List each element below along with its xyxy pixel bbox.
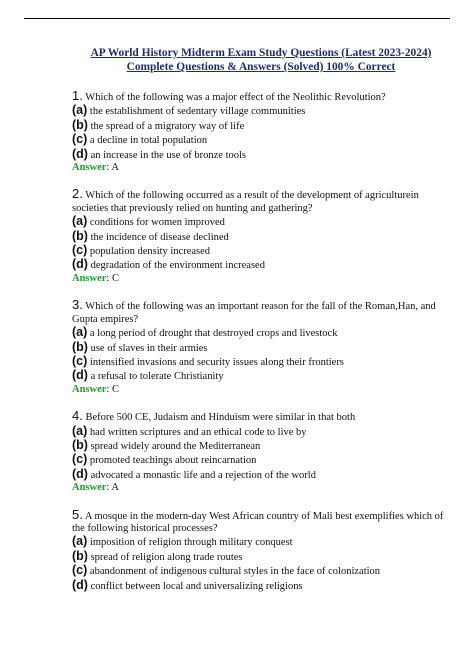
question-5-option-a: (a) imposition of religion through military conquest	[72, 534, 293, 549]
question-3-option-c: (c) intensified invasions and security issues along their frontiers	[72, 353, 344, 368]
question-1-answer: Answer: A	[72, 162, 119, 174]
question-4-option-c: (c) promoted teachings about reincarnation	[72, 452, 257, 467]
document-page	[72, 46, 450, 607]
question-4-option-b: (b) spread widely around the Mediterranean	[72, 437, 261, 452]
question-1-option-b: (b) the spread of a migratory way of life	[72, 117, 245, 132]
question-4-option-a: (a) had written scriptures and an ethical code to live by	[72, 423, 307, 438]
question-4-answer: Answer: A	[72, 482, 119, 494]
question-4	[72, 410, 450, 494]
question-3-option-a: (a) a long period of drought that destroyed crops and livestock	[72, 325, 338, 340]
question-3	[72, 299, 450, 396]
question-3-option-b: (b) use of slaves in their armies	[72, 339, 208, 354]
question-1-number: 1.	[72, 88, 83, 103]
question-2-text: Which of the following occurred as a result of the development of agriculturein societies that previously relied on hunting and gathering?	[72, 190, 419, 214]
title-line-2: Complete Questions & Answers (Solved) 100% Correct	[126, 61, 396, 73]
question-3-option-d: (d) a refusal to tolerate Christianity	[72, 368, 224, 383]
question-5	[72, 506, 450, 593]
question-5-number: 5.	[72, 506, 83, 522]
question-5-option-d: (d) conflict between local and universalizing religions	[72, 577, 303, 592]
question-5-stem	[72, 506, 450, 536]
question-3-text: Which of the following was an important reason for the fall of the Roman,Han, and Gupta empires?	[72, 301, 436, 325]
question-1-option-d: (d) an increase in the use of bronze tools	[72, 146, 246, 161]
question-4-text: Before 500 CE, Judaism and Hinduism were similar in that both	[85, 412, 356, 424]
question-5-option-c: (c) abandonment of indigenous cultural styles in the face of colonization	[72, 563, 381, 578]
question-1-stem	[72, 90, 450, 104]
question-2-answer: Answer: C	[72, 272, 119, 284]
top-rule	[24, 18, 450, 19]
question-1-option-a: (a) the establishment of sedentary village communities	[72, 103, 306, 118]
question-2-number: 2.	[72, 186, 83, 202]
question-2-option-c: (c) population density increased	[72, 243, 211, 258]
question-3-stem	[72, 299, 450, 326]
question-2-option-d: (d) degradation of the environment increased	[72, 257, 265, 272]
question-1	[72, 90, 450, 174]
question-5-option-b: (b) spread of religion along trade routes	[72, 548, 243, 563]
question-5-text: A mosque in the modern-day West African country of Mali best exemplifies which of the following historical processes?	[72, 510, 444, 534]
question-2-option-a: (a) conditions for women improved	[72, 214, 225, 229]
question-1-option-c: (c) a decline in total population	[72, 132, 208, 147]
question-4-number: 4.	[72, 408, 83, 424]
question-4-stem	[72, 410, 450, 424]
question-2-option-b: (b) the incidence of disease declined	[72, 228, 229, 243]
question-4-option-d: (d) advocated a monastic life and a rejection of the world	[72, 466, 316, 481]
question-1-text: Which of the following was a major effect of the Neolithic Revolution?	[85, 92, 386, 103]
question-2-stem	[72, 188, 450, 215]
document-title	[72, 46, 450, 74]
question-2	[72, 188, 450, 285]
question-3-answer: Answer: C	[72, 383, 119, 395]
question-3-number: 3.	[72, 297, 83, 313]
title-line-1: AP World History Midterm Exam Study Questions (Latest 2023-2024)	[90, 47, 432, 59]
